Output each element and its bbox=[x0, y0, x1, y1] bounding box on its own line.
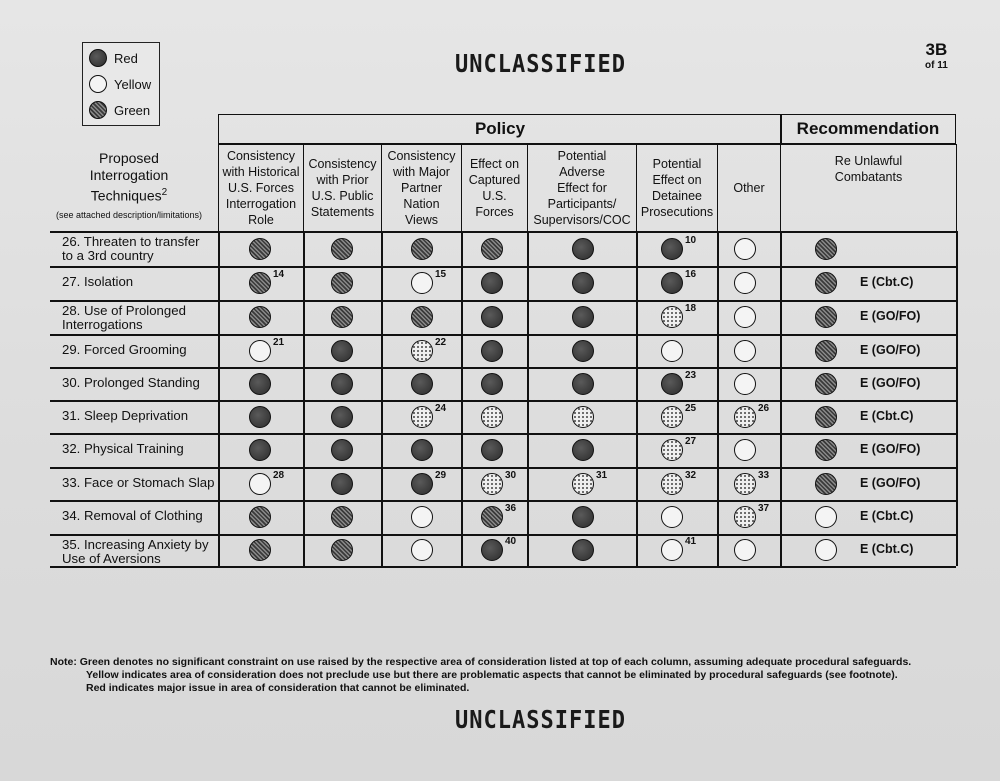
rating-yellow-icon bbox=[734, 238, 756, 260]
rating-dotted-icon bbox=[572, 473, 594, 495]
rating-red-icon bbox=[331, 340, 353, 362]
rating-red-icon bbox=[572, 238, 594, 260]
rating-red-icon bbox=[331, 439, 353, 461]
rating-green-icon bbox=[249, 238, 271, 260]
rating-yellow-icon bbox=[815, 539, 837, 561]
rating-red-icon bbox=[249, 439, 271, 461]
technique-label: 32. Physical Training bbox=[62, 441, 184, 456]
rating-red-icon bbox=[481, 272, 503, 294]
row-divider bbox=[50, 566, 956, 568]
technique-label: 27. Isolation bbox=[62, 274, 134, 289]
footnote-ref: 25 bbox=[685, 402, 697, 414]
column-header-4: Effect on Captured U.S. Forces bbox=[461, 144, 528, 232]
footnote-ref: 23 bbox=[685, 369, 697, 381]
technique-header bbox=[38, 150, 220, 224]
footnote-ref: 37 bbox=[758, 503, 770, 514]
column-divider bbox=[381, 231, 383, 566]
footnote-ref: 18 bbox=[685, 303, 697, 314]
row-divider bbox=[50, 433, 956, 435]
policy-header: Policy bbox=[218, 114, 782, 144]
footnote-ref: 24 bbox=[435, 402, 447, 414]
rating-dotted-icon bbox=[734, 473, 756, 495]
page-number bbox=[925, 40, 948, 71]
footnote-ref: 26 bbox=[758, 402, 770, 414]
rating-red-icon bbox=[572, 340, 594, 362]
rating-yellow-icon bbox=[661, 340, 683, 362]
rating-yellow-icon bbox=[411, 539, 433, 561]
column-header-2: Consistency with Prior U.S. Public Statements bbox=[303, 144, 382, 232]
rating-yellow-icon bbox=[734, 272, 756, 294]
rating-dotted-icon bbox=[734, 506, 756, 528]
rating-green-icon bbox=[331, 306, 353, 328]
rating-red-icon bbox=[331, 473, 353, 495]
rating-yellow-icon bbox=[734, 306, 756, 328]
rating-green-icon bbox=[815, 340, 837, 362]
rating-red-icon bbox=[411, 373, 433, 395]
technique-header-sub: (see attached description/limitations) bbox=[55, 209, 203, 220]
rating-dotted-icon bbox=[481, 406, 503, 428]
column-header-5: Potential Adverse Effect for Participants/ Supervisors/COC bbox=[527, 144, 637, 232]
rating-yellow-icon bbox=[815, 506, 837, 528]
rating-red-icon bbox=[481, 539, 503, 561]
footnote-ref: 15 bbox=[435, 269, 447, 280]
rating-red-icon bbox=[572, 373, 594, 395]
technique-header-title: Proposed Interrogation Techniques bbox=[89, 150, 169, 204]
page-of: of 11 bbox=[925, 60, 948, 71]
footnote-ref: 36 bbox=[505, 503, 517, 514]
footnote-ref: 41 bbox=[685, 536, 697, 547]
legend-green bbox=[89, 101, 150, 119]
column-header-7: Other bbox=[717, 144, 781, 232]
footnote-ref: 40 bbox=[505, 536, 517, 547]
recommendation-value: E (Cbt.C) bbox=[860, 542, 914, 556]
rating-dotted-icon bbox=[661, 306, 683, 328]
technique-label: 29. Forced Grooming bbox=[62, 341, 187, 357]
rating-red-icon bbox=[481, 373, 503, 395]
rating-yellow-icon bbox=[411, 272, 433, 294]
legend-red bbox=[89, 49, 138, 67]
rating-dotted-icon bbox=[411, 406, 433, 428]
recommendation-value: E (GO/FO) bbox=[860, 342, 921, 357]
rating-green-icon bbox=[815, 238, 837, 260]
recommendation-value: E (GO/FO) bbox=[860, 375, 921, 390]
row-divider bbox=[50, 534, 956, 536]
rating-dotted-icon bbox=[661, 439, 683, 461]
legend-yellow bbox=[89, 75, 151, 93]
rating-red-icon bbox=[331, 406, 353, 428]
technique-label: 34. Removal of Clothing bbox=[62, 508, 203, 523]
column-divider bbox=[780, 231, 782, 566]
rating-dotted-icon bbox=[481, 473, 503, 495]
technique-header-footnote: 2 bbox=[161, 187, 168, 198]
rating-yellow-icon bbox=[661, 506, 683, 528]
rating-red-icon bbox=[411, 473, 433, 495]
technique-label: 30. Prolonged Standing bbox=[62, 374, 200, 390]
rating-dotted-icon bbox=[411, 340, 433, 362]
column-divider bbox=[303, 231, 305, 566]
row-divider bbox=[50, 266, 956, 268]
color-legend bbox=[82, 42, 160, 126]
green-dot-icon bbox=[89, 101, 107, 119]
rating-yellow-icon bbox=[734, 373, 756, 395]
classification-stamp-bottom: UNCLASSIFIED bbox=[455, 706, 626, 735]
rating-red-icon bbox=[661, 272, 683, 294]
page-number-value: 3B bbox=[925, 40, 948, 59]
rating-green-icon bbox=[249, 539, 271, 561]
rating-red-icon bbox=[249, 406, 271, 428]
rating-green-icon bbox=[411, 238, 433, 260]
rating-red-icon bbox=[411, 439, 433, 461]
recommendation-value: E (GO/FO) bbox=[860, 442, 921, 456]
row-divider bbox=[50, 500, 956, 502]
column-header-1: Consistency with Historical U.S. Forces Interrogation Role bbox=[218, 144, 304, 232]
row-divider bbox=[50, 334, 956, 336]
column-header-3: Consistency with Major Partner Nation Views bbox=[381, 144, 462, 232]
footnote-ref: 16 bbox=[685, 269, 697, 280]
legend-yellow-label: Yellow bbox=[114, 76, 152, 92]
recommendation-value: E (GO/FO) bbox=[860, 475, 921, 490]
technique-label: 28. Use of Prolonged Interrogations bbox=[62, 303, 186, 332]
footnote-ref: 22 bbox=[435, 336, 447, 348]
rating-yellow-icon bbox=[249, 340, 271, 362]
technique-label: 33. Face or Stomach Slap bbox=[62, 474, 215, 490]
rating-yellow-icon bbox=[734, 439, 756, 461]
footnote bbox=[50, 656, 970, 695]
footnote-ref: 33 bbox=[758, 469, 770, 481]
technique-label: 26. Threaten to transfer to a 3rd country bbox=[62, 234, 200, 263]
rating-dotted-icon bbox=[572, 406, 594, 428]
row-divider bbox=[50, 400, 956, 402]
rating-red-icon bbox=[572, 306, 594, 328]
footnote-ref: 32 bbox=[685, 469, 697, 481]
rating-red-icon bbox=[661, 373, 683, 395]
rating-green-icon bbox=[249, 306, 271, 328]
footnote-ref: 30 bbox=[505, 469, 517, 481]
rating-red-icon bbox=[572, 539, 594, 561]
rating-red-icon bbox=[572, 272, 594, 294]
rating-red-icon bbox=[481, 340, 503, 362]
rating-yellow-icon bbox=[249, 473, 271, 495]
rating-green-icon bbox=[411, 306, 433, 328]
row-divider bbox=[50, 300, 956, 302]
recommendation-value: E (Cbt.C) bbox=[860, 408, 914, 423]
note-line-2: Yellow indicates area of consideration does not preclude use but there are problematic aspects that cannot be eliminated by procedural safeguards (see footnote). bbox=[86, 669, 898, 681]
technique-label: 35. Increasing Anxiety by Use of Aversions bbox=[62, 537, 209, 566]
recommendation-value: E (Cbt.C) bbox=[860, 509, 914, 523]
rating-yellow-icon bbox=[734, 539, 756, 561]
note-line-3: Red indicates major issue in area of consideration that cannot be eliminated. bbox=[86, 682, 470, 694]
rating-dotted-icon bbox=[661, 406, 683, 428]
legend-red-label: Red bbox=[114, 50, 138, 66]
rating-green-icon bbox=[815, 406, 837, 428]
footnote-ref: 29 bbox=[435, 469, 447, 481]
rating-red-icon bbox=[481, 306, 503, 328]
column-divider bbox=[717, 231, 719, 566]
column-header-6: Potential Effect on Detainee Prosecutions bbox=[636, 144, 718, 232]
rating-green-icon bbox=[331, 238, 353, 260]
rating-green-icon bbox=[815, 473, 837, 495]
rating-green-icon bbox=[331, 272, 353, 294]
rating-green-icon bbox=[815, 306, 837, 328]
rating-yellow-icon bbox=[411, 506, 433, 528]
note-line-1: Note: Green denotes no significant constraint on use raised by the respective area of consideration listed at top of each column, assuming adequate procedural safeguards. bbox=[50, 656, 912, 668]
rating-green-icon bbox=[815, 272, 837, 294]
footnote-ref: 31 bbox=[596, 469, 608, 481]
rating-red-icon bbox=[481, 439, 503, 461]
rating-green-icon bbox=[249, 506, 271, 528]
rating-red-icon bbox=[331, 373, 353, 395]
rating-yellow-icon bbox=[734, 340, 756, 362]
recommendation-value: E (Cbt.C) bbox=[860, 275, 914, 289]
rating-yellow-icon bbox=[661, 539, 683, 561]
footnote-ref: 21 bbox=[273, 336, 285, 348]
rating-red-icon bbox=[572, 439, 594, 461]
column-divider bbox=[461, 231, 463, 566]
technique-label: 31. Sleep Deprivation bbox=[62, 407, 189, 423]
classification-stamp-top: UNCLASSIFIED bbox=[455, 50, 626, 79]
rating-green-icon bbox=[331, 539, 353, 561]
yellow-dot-icon bbox=[89, 75, 107, 93]
footnote-ref: 27 bbox=[685, 436, 697, 447]
column-divider bbox=[956, 231, 958, 566]
column-header-8: Re Unlawful Combatants bbox=[780, 144, 957, 232]
red-dot-icon bbox=[89, 49, 107, 67]
rating-green-icon bbox=[249, 272, 271, 294]
rating-dotted-icon bbox=[661, 473, 683, 495]
rating-red-icon bbox=[249, 373, 271, 395]
rating-green-icon bbox=[331, 506, 353, 528]
row-divider bbox=[50, 467, 956, 469]
rating-green-icon bbox=[815, 373, 837, 395]
recommendation-header: Recommendation bbox=[780, 114, 956, 144]
footnote-ref: 10 bbox=[685, 234, 697, 246]
footnote-ref: 14 bbox=[273, 269, 285, 280]
legend-green-label: Green bbox=[114, 102, 151, 118]
footnote-ref: 28 bbox=[273, 469, 285, 481]
rating-red-icon bbox=[572, 506, 594, 528]
rating-dotted-icon bbox=[734, 406, 756, 428]
rating-red-icon bbox=[661, 238, 683, 260]
row-divider bbox=[50, 367, 956, 369]
column-divider bbox=[636, 231, 638, 566]
recommendation-value: E (GO/FO) bbox=[860, 309, 921, 323]
column-divider bbox=[527, 231, 529, 566]
rating-green-icon bbox=[815, 439, 837, 461]
row-divider bbox=[50, 231, 956, 233]
rating-green-icon bbox=[481, 238, 503, 260]
column-divider bbox=[218, 231, 220, 566]
rating-green-icon bbox=[481, 506, 503, 528]
